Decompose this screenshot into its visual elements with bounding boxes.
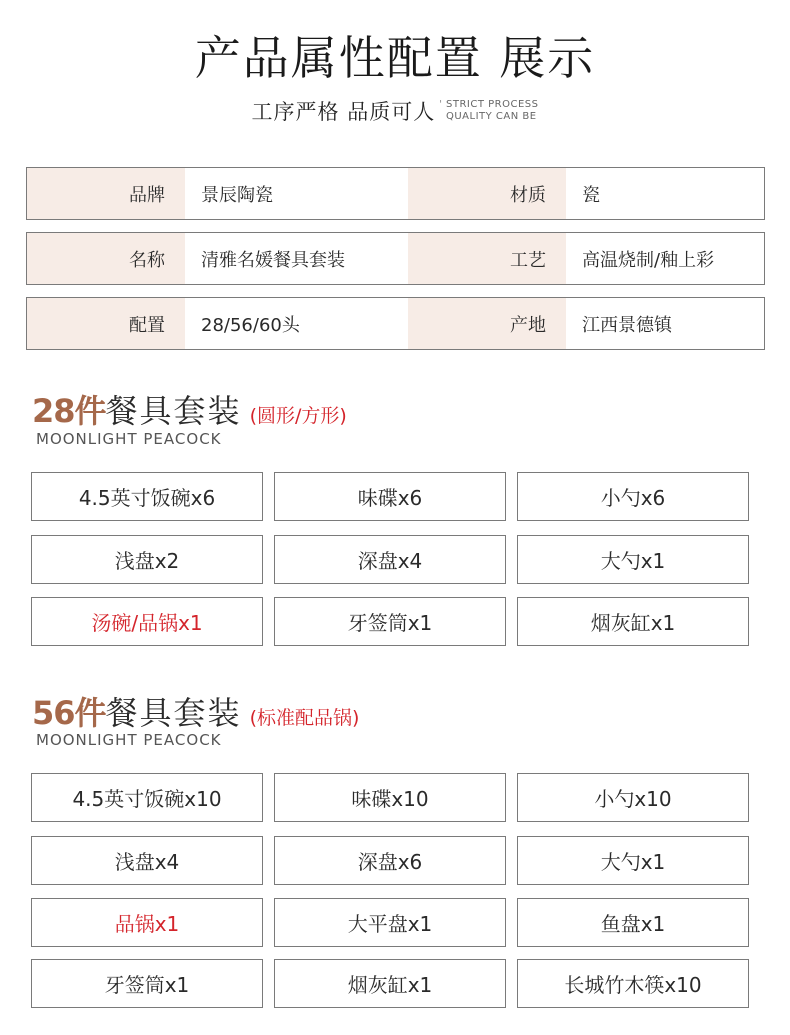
subtitle: 工序严格 品质可人 bbox=[251, 100, 436, 124]
set28-item: 4.5英寸饭碗x6 bbox=[31, 472, 263, 521]
set28-item: 牙签筒x1 bbox=[274, 597, 506, 646]
spec-value: 28/56/60头 bbox=[185, 298, 408, 349]
set28-item: 味碟x6 bbox=[274, 472, 506, 521]
set28-item: 大勺x1 bbox=[517, 535, 749, 584]
set28-item: 烟灰缸x1 bbox=[517, 597, 749, 646]
set56-item: 小勺x10 bbox=[517, 773, 749, 822]
set28-item-highlight: 汤碗/品锅x1 bbox=[31, 597, 263, 646]
set56-item: 大平盘x1 bbox=[274, 898, 506, 947]
set28-note: (圆形/方形) bbox=[249, 405, 347, 427]
spec-value: 清雅名媛餐具套装 bbox=[185, 233, 408, 284]
set28-item: 深盘x4 bbox=[274, 535, 506, 584]
subtitle-english-line1: STRICT PROCESS bbox=[445, 99, 539, 110]
set56-item: 味碟x10 bbox=[274, 773, 506, 822]
set56-item: 牙签筒x1 bbox=[31, 959, 263, 1008]
set28-heading bbox=[32, 386, 347, 432]
set56-item: 浅盘x4 bbox=[31, 836, 263, 885]
spec-value: 江西景德镇 bbox=[566, 298, 764, 349]
set56-count: 56件 bbox=[32, 694, 106, 732]
spec-row bbox=[26, 297, 765, 350]
spec-row bbox=[26, 167, 765, 220]
set56-item-highlight: 品锅x1 bbox=[31, 898, 263, 947]
spec-value: 瓷 bbox=[566, 168, 764, 219]
set56-item: 烟灰缸x1 bbox=[274, 959, 506, 1008]
spec-label: 工艺 bbox=[408, 233, 566, 284]
spec-label: 名称 bbox=[27, 233, 185, 284]
set56-item: 鱼盘x1 bbox=[517, 898, 749, 947]
subtitle-english-line2: QUALITY CAN BE bbox=[445, 111, 537, 122]
set28-english: MOONLIGHT PEACOCK bbox=[36, 430, 222, 448]
set28-count: 28件 bbox=[32, 392, 106, 430]
spec-label: 品牌 bbox=[27, 168, 185, 219]
set56-item: 大勺x1 bbox=[517, 836, 749, 885]
spec-label: 配置 bbox=[27, 298, 185, 349]
set56-item: 深盘x6 bbox=[274, 836, 506, 885]
spec-value: 高温烧制/釉上彩 bbox=[566, 233, 764, 284]
spec-label: 产地 bbox=[408, 298, 566, 349]
set56-heading bbox=[32, 688, 359, 734]
spec-value: 景辰陶瓷 bbox=[185, 168, 408, 219]
set56-english: MOONLIGHT PEACOCK bbox=[36, 731, 222, 749]
page-title: 产品属性配置 展示 bbox=[194, 31, 596, 85]
set28-item: 浅盘x2 bbox=[31, 535, 263, 584]
set28-title: 餐具套装 bbox=[105, 392, 242, 430]
set56-title: 餐具套装 bbox=[105, 694, 242, 732]
set56-item: 4.5英寸饭碗x10 bbox=[31, 773, 263, 822]
subtitle-tick: ' bbox=[439, 98, 442, 110]
set56-item: 长城竹木筷x10 bbox=[517, 959, 749, 1008]
subtitle-english bbox=[446, 99, 538, 123]
spec-label: 材质 bbox=[408, 168, 566, 219]
set56-note: (标准配品锅) bbox=[249, 707, 360, 729]
subtitle-row bbox=[0, 96, 790, 126]
spec-row bbox=[26, 232, 765, 285]
set28-item: 小勺x6 bbox=[517, 472, 749, 521]
